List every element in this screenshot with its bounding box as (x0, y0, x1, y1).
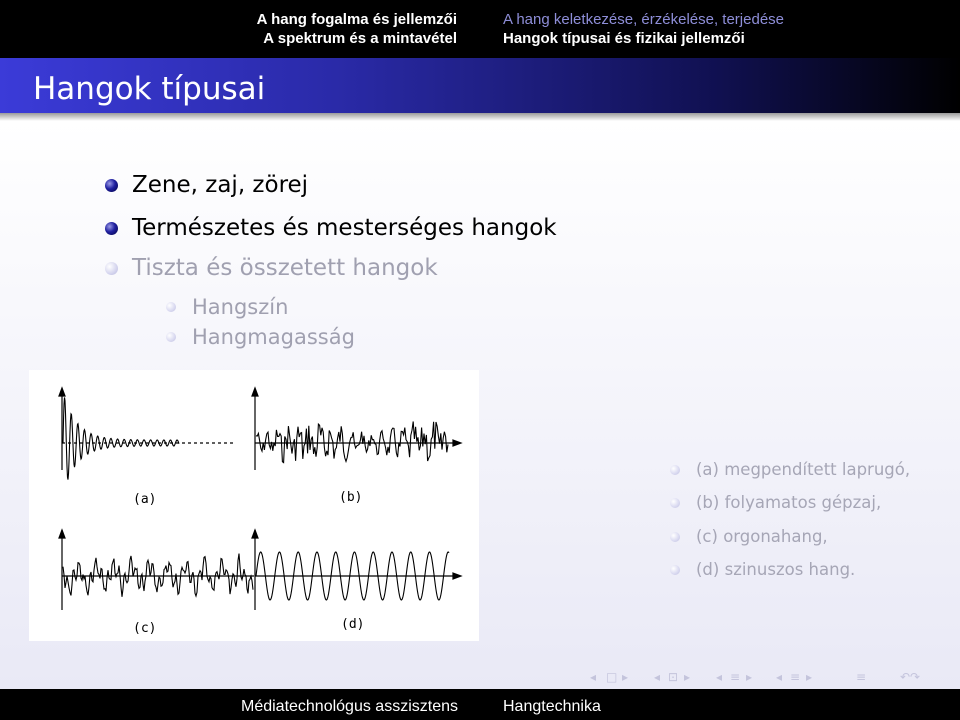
nav-slide-icon[interactable]: □ (606, 670, 618, 684)
caption-ball-icon (670, 465, 680, 475)
bullet-item (105, 255, 438, 281)
caption-text: (b) folyamatos gépzaj, (696, 493, 882, 512)
nav-section-icon[interactable]: ≡ (790, 670, 801, 684)
axis-d-arrow (252, 530, 258, 538)
subbullet-text: Hangszín (192, 295, 289, 319)
footer-title: Hangtechnika (503, 698, 601, 715)
beamer-navigation-symbols (590, 670, 960, 688)
caption-item (670, 493, 881, 512)
nav-frame-icon[interactable]: ⊡ (668, 670, 679, 684)
subbullet-ball-icon (166, 302, 176, 312)
figure-label-d: (d) (341, 617, 365, 632)
bullet-ball-icon (105, 179, 118, 192)
subbullet-text: Hangmagasság (192, 325, 355, 349)
nav-prev-section-icon[interactable]: ◂ (776, 670, 783, 684)
nav-prev-slide-icon[interactable]: ◂ (590, 670, 597, 684)
caption-item (670, 560, 855, 579)
subbullet-item (166, 325, 355, 349)
caption-ball-icon (670, 565, 680, 575)
waveform-a-line (63, 397, 179, 479)
subbullet-item (166, 295, 288, 319)
nav-next-slide-icon[interactable]: ▸ (622, 670, 629, 684)
bullet-text: Zene, zaj, zörej (132, 172, 309, 198)
footer-author: Médiatechnológus asszisztens (240, 698, 458, 715)
waveform-b-line (256, 422, 448, 463)
bullet-text: Természetes és mesterséges hangok (132, 215, 557, 241)
waveform-figure (29, 370, 479, 641)
bullet-item (105, 215, 557, 241)
axis-b-h-arrow (453, 440, 461, 446)
axis-c-arrow (59, 530, 65, 538)
nav-subsection-icon[interactable]: ≡ (730, 670, 741, 684)
caption-item (670, 527, 828, 546)
caption-text: (d) szinuszos hang. (696, 560, 856, 579)
caption-text: (c) orgonahang, (696, 527, 828, 546)
caption-ball-icon (670, 498, 680, 508)
nav-next-section-icon[interactable]: ▸ (806, 670, 813, 684)
figure-label-a: (a) (133, 492, 157, 507)
section-link-hangok-tipusai[interactable]: Hangok típusai és fizikai jellemzői (503, 30, 745, 47)
bullet-ball-icon (105, 262, 118, 275)
bullet-item (105, 172, 308, 198)
nav-next-subsection-icon[interactable]: ▸ (746, 670, 753, 684)
waveform-c-line (63, 554, 253, 597)
nav-prev-subsection-icon[interactable]: ◂ (716, 670, 723, 684)
bullet-ball-icon (105, 222, 118, 235)
section-link-hang-fogalma[interactable]: A hang fogalma és jellemzői (256, 11, 457, 28)
title-shadow (0, 113, 960, 121)
caption-ball-icon (670, 532, 680, 542)
nav-search-back-icon[interactable]: ↶↷ (900, 670, 921, 684)
nav-document-icon[interactable]: ≡ (856, 670, 867, 684)
waveform-plots (29, 370, 479, 641)
caption-text: (a) megpendített laprugó, (696, 460, 911, 479)
figure-label-b: (b) (339, 490, 363, 505)
nav-next-frame-icon[interactable]: ▸ (684, 670, 691, 684)
axis-a-arrow (59, 388, 65, 396)
section-link-keletkezese[interactable]: A hang keletkezése, érzékelése, terjedése (503, 11, 785, 28)
header-left-sections (10, 10, 480, 48)
frame-title: Hangok típusai (33, 71, 266, 107)
nav-prev-frame-icon[interactable]: ◂ (654, 670, 661, 684)
axis-d-h-arrow (453, 573, 461, 579)
axis-b-arrow (252, 388, 258, 396)
section-link-spektrum[interactable]: A spektrum és a mintavétel (263, 30, 457, 47)
subbullet-ball-icon (166, 332, 176, 342)
caption-item (670, 460, 910, 479)
bullet-text: Tiszta és összetett hangok (132, 255, 438, 281)
header-right-sections (503, 10, 943, 48)
figure-label-c: (c) (133, 621, 157, 636)
